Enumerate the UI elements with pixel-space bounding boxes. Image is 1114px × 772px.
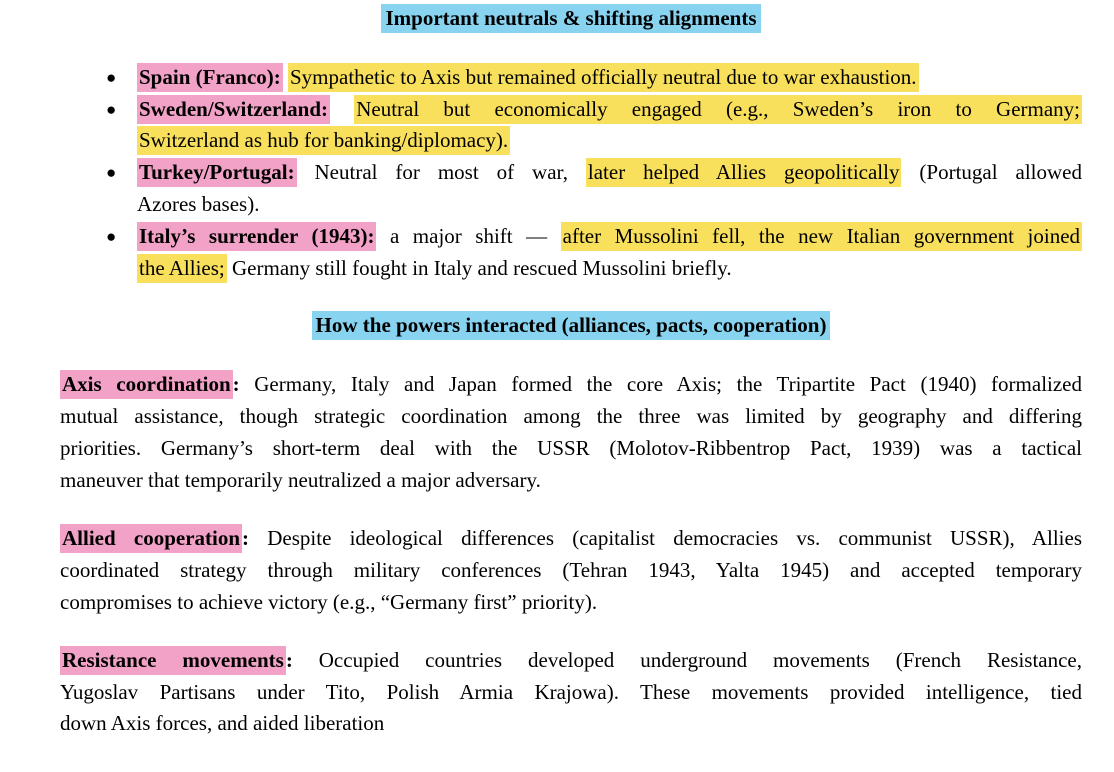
paragraph-allied-cooperation <box>60 523 1082 618</box>
body-text: Neutral for most of war, <box>296 160 586 185</box>
body-text: Despite ideological differences (capitalist democracies vs. communist USSR), Allies <box>249 526 1082 551</box>
bold-text: : <box>232 372 240 397</box>
body-text: Occupied countries developed underground movements (French Resistance, <box>292 647 1083 672</box>
text-line <box>137 94 1082 126</box>
highlighted-lead-text: Italy’s surrender (1943): <box>137 222 376 251</box>
text-line <box>60 708 1082 740</box>
text-line <box>60 555 1082 587</box>
body-text: a major shift — <box>376 223 561 248</box>
text-line <box>137 253 1082 285</box>
text-line <box>137 189 1082 221</box>
highlighted-lead-text: Axis coordination <box>60 370 233 399</box>
highlighted-text: Switzerland as hub for banking/diplomacy). <box>137 126 510 155</box>
highlighted-lead-text: Allied cooperation <box>60 524 242 553</box>
body-text: compromises to achieve victory (e.g., “Germany first” priority). <box>60 589 598 614</box>
highlighted-text: after Mussolini fell, the new Italian government joined <box>561 222 1082 251</box>
heading-highlight: Important neutrals & shifting alignments <box>381 4 760 33</box>
body-text: Germany, Italy and Japan formed the core Axis; the Tripartite Pact (1940) formalized <box>239 372 1083 397</box>
list-item-turkey-portugal <box>60 157 1082 221</box>
text-line <box>137 125 1082 157</box>
body-text: coordinated strategy through military conferences (Tehran 1943, Yalta 1945) and accepted temporary <box>60 558 1082 583</box>
bullet-marker: ● <box>106 67 117 87</box>
text-line <box>137 62 1082 94</box>
highlighted-lead-text: Resistance movements <box>60 646 286 675</box>
text-line <box>60 587 1082 619</box>
highlighted-lead-text: Spain (Franco): <box>137 63 283 92</box>
highlighted-text: the Allies; <box>137 254 227 283</box>
highlighted-text: later helped Allies geopolitically <box>586 158 902 187</box>
body-text: priorities. Germany’s short-term deal with the USSR (Molotov-Ribbentrop Pact, 1939) was a tactical <box>60 435 1082 460</box>
list-item-spain <box>60 62 1082 94</box>
body-text: down Axis forces, and aided liberation <box>60 711 385 736</box>
body-text: (Portugal allowed <box>901 160 1082 185</box>
body-text <box>330 97 354 121</box>
text-line <box>60 645 1082 677</box>
section-heading-neutrals <box>60 3 1082 35</box>
body-text: Azores bases). <box>137 191 260 216</box>
text-line <box>60 465 1082 497</box>
list-item-sweden-switzerland <box>60 94 1082 158</box>
body-text: Yugoslav Partisans under Tito, Polish Armia Krajowa). These movements provided intelligence, tied <box>60 679 1082 704</box>
bold-text: : <box>285 647 293 672</box>
text-line <box>60 677 1082 709</box>
text-line <box>60 401 1082 433</box>
paragraph-resistance-movements <box>60 645 1082 740</box>
highlighted-text: Neutral but economically engaged (e.g., Sweden’s iron to Germany; <box>354 95 1082 124</box>
bullet-list <box>60 62 1082 285</box>
body-text: maneuver that temporarily neutralized a major adversary. <box>60 467 541 492</box>
body-text: Germany still fought in Italy and rescued Mussolini briefly. <box>226 255 732 280</box>
highlighted-lead-text: Turkey/Portugal: <box>137 158 297 187</box>
bullet-marker: ● <box>106 99 117 119</box>
highlighted-text: Sympathetic to Axis but remained officially neutral due to war exhaustion. <box>288 63 919 92</box>
bullet-marker: ● <box>106 163 117 183</box>
section-heading-interactions <box>60 310 1082 342</box>
text-line <box>60 433 1082 465</box>
text-line <box>137 157 1082 189</box>
heading-highlight: How the powers interacted (alliances, pacts, cooperation) <box>312 311 831 340</box>
text-line <box>60 523 1082 555</box>
text-line <box>60 369 1082 401</box>
body-text: mutual assistance, though strategic coordination among the three was limited by geography and differing <box>60 403 1082 428</box>
bullet-marker: ● <box>106 226 117 246</box>
highlighted-lead-text: Sweden/Switzerland: <box>137 95 330 124</box>
bold-text: : <box>242 526 250 551</box>
list-item-italy-surrender <box>60 221 1082 285</box>
text-line <box>137 221 1082 253</box>
paragraph-axis-coordination <box>60 369 1082 496</box>
